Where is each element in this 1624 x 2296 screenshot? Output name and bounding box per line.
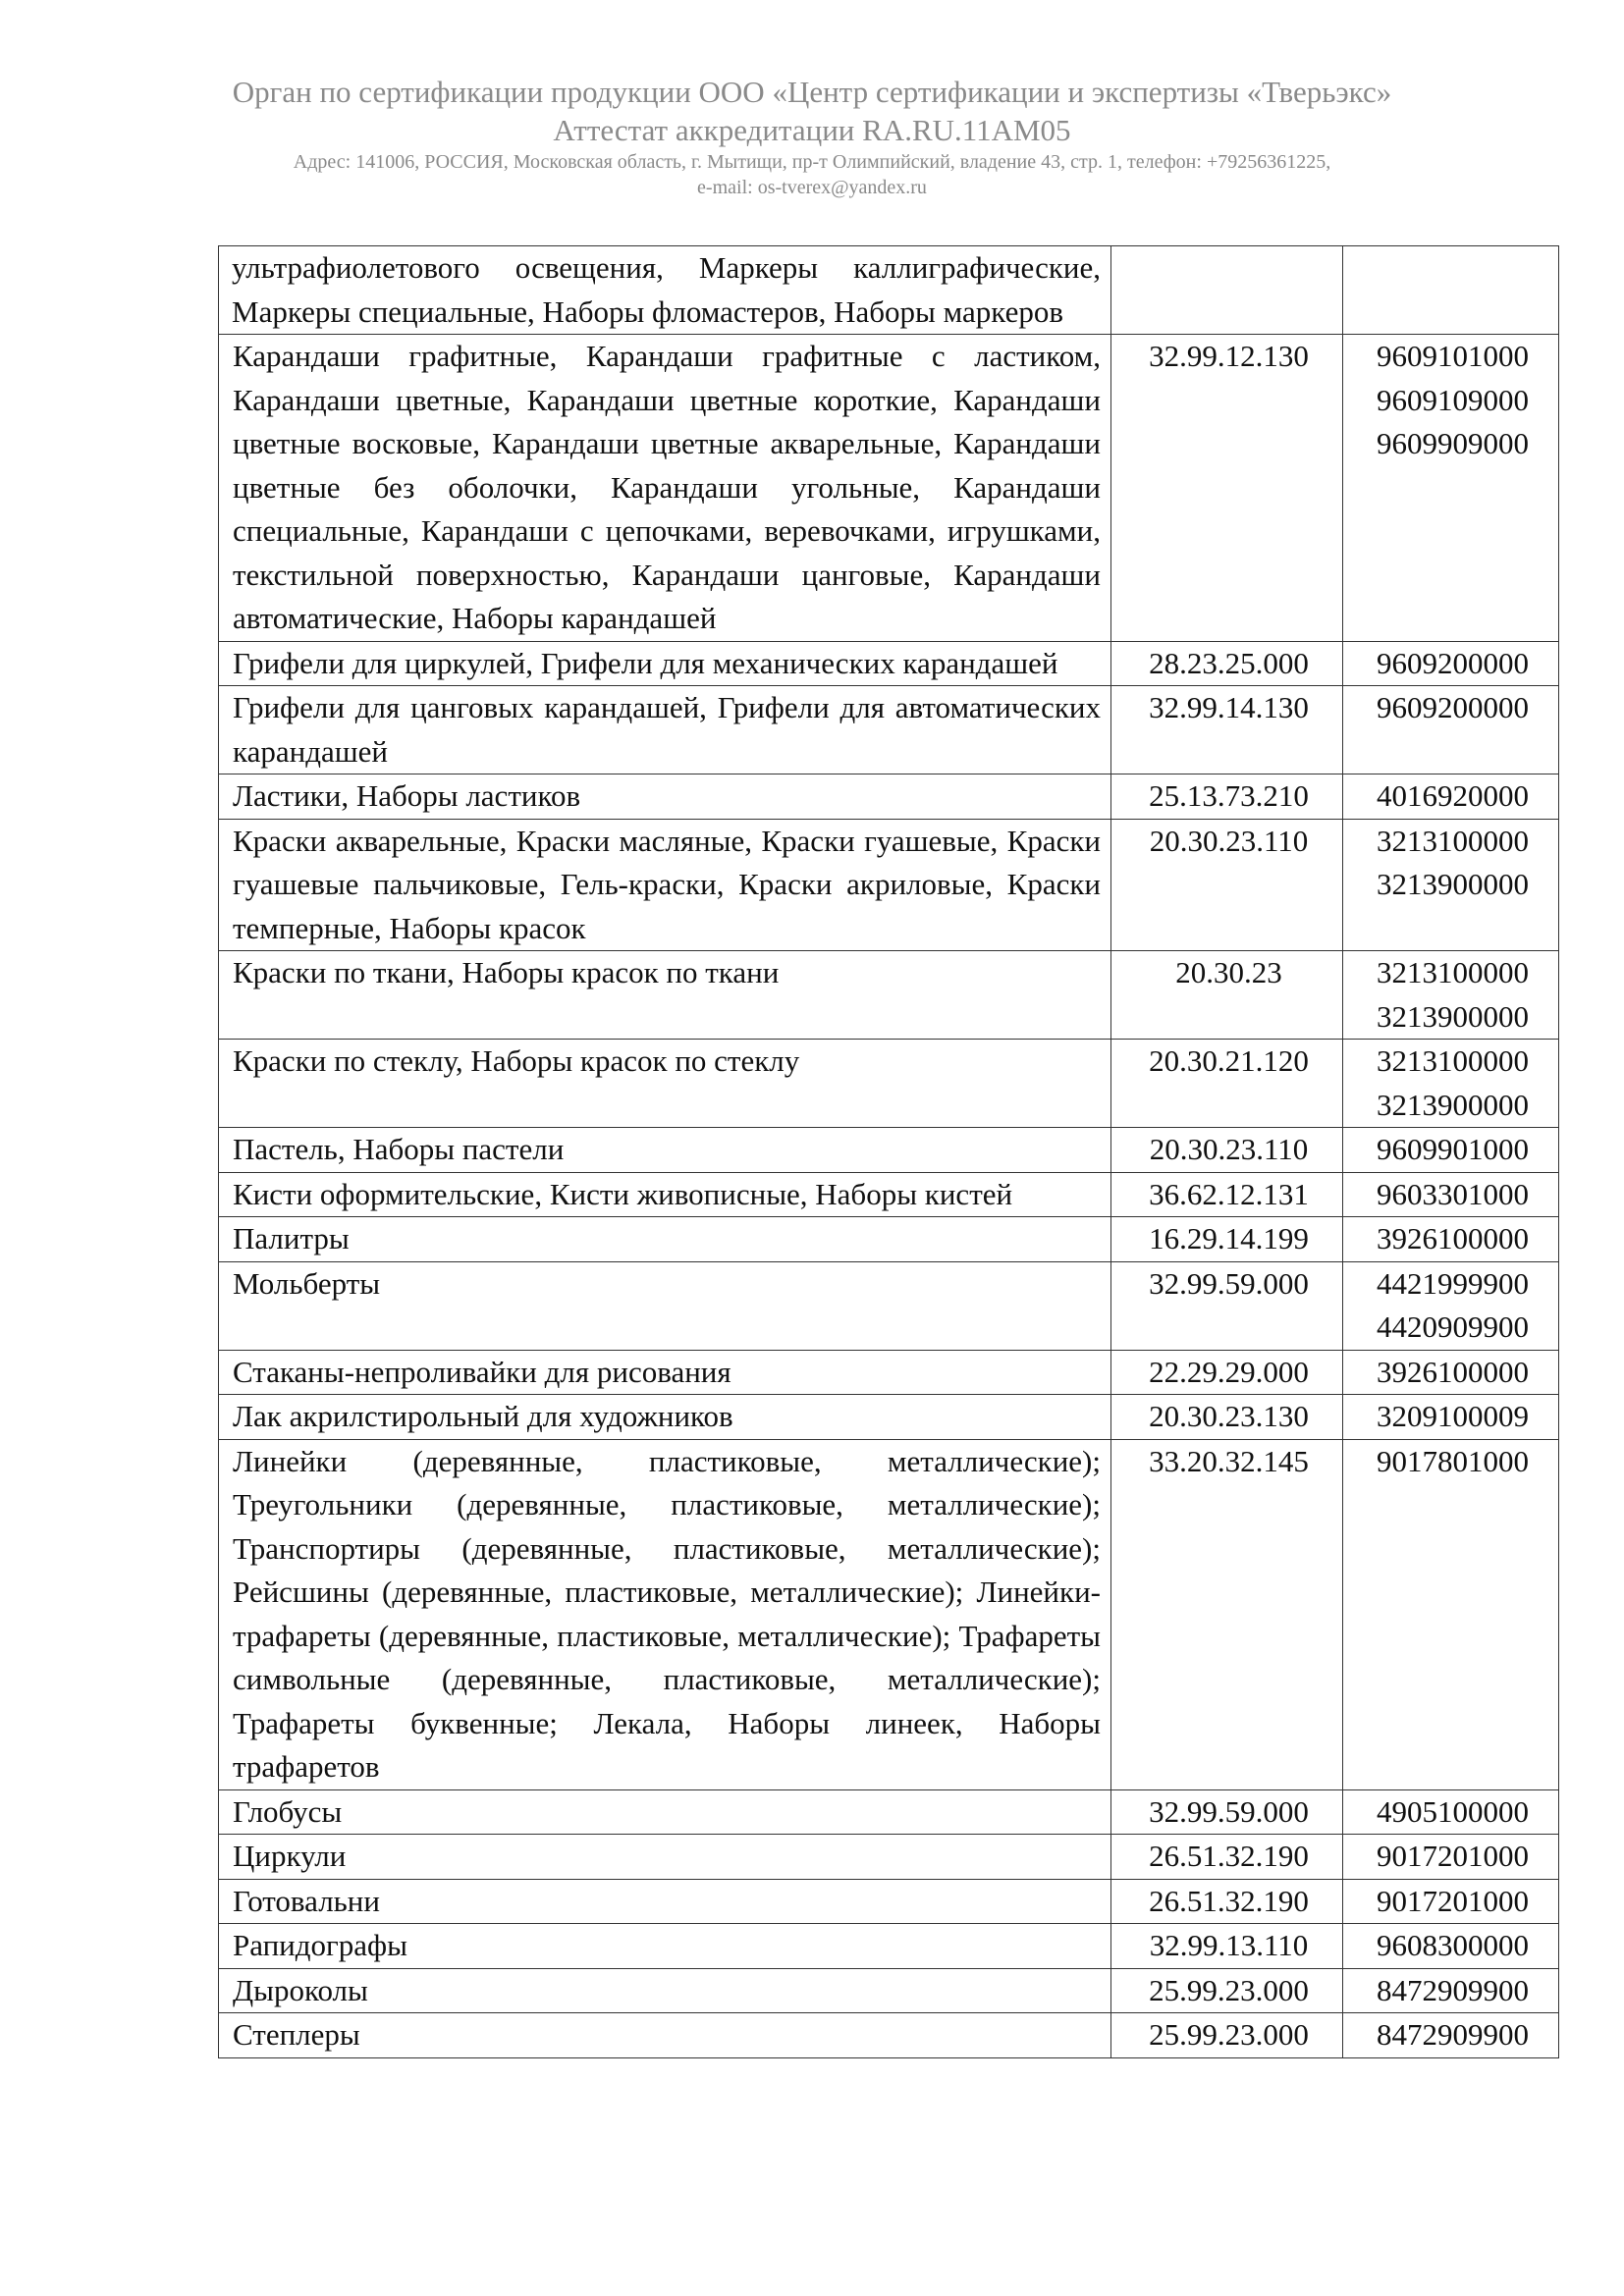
tnved-code-cell <box>1343 1439 1559 1789</box>
tnved-code: 3926100000 <box>1377 1354 1529 1389</box>
tnved-code: 3926100000 <box>1377 1221 1529 1255</box>
tnved-code: 3213100000 <box>1377 1043 1529 1078</box>
table-row <box>219 774 1559 820</box>
tnved-code-cell <box>1343 1172 1559 1217</box>
tnved-code: 9609101000 <box>1377 339 1529 373</box>
product-name-cell: Циркули <box>219 1835 1111 1880</box>
tnved-code: 8472909900 <box>1377 2017 1529 2052</box>
table-row <box>219 1128 1559 1173</box>
table-row <box>219 1789 1559 1835</box>
tnved-code-cell <box>1343 641 1559 686</box>
okpd-code-cell: 26.51.32.190 <box>1111 1879 1343 1924</box>
table-row <box>219 1968 1559 2013</box>
tnved-code-cell <box>1343 1040 1559 1128</box>
tnved-code: 9017201000 <box>1377 1883 1529 1918</box>
okpd-code-cell: 32.99.13.110 <box>1111 1924 1343 1969</box>
tnved-code-cell <box>1343 1261 1559 1350</box>
okpd-code-cell: 32.99.59.000 <box>1111 1261 1343 1350</box>
table-row <box>219 641 1559 686</box>
product-name-cell: Лак акрилстирольный для художников <box>219 1395 1111 1440</box>
tnved-code-cell <box>1343 335 1559 642</box>
table-row <box>219 1879 1559 1924</box>
tnved-code: 9609109000 <box>1377 382 1529 417</box>
okpd-code-cell: 20.30.23.130 <box>1111 1395 1343 1440</box>
accreditation-certificate: Аттестат аккредитации RA.RU.11АМ05 <box>553 113 1071 147</box>
tnved-code: 9017201000 <box>1377 1839 1529 1873</box>
tnved-code: 3213100000 <box>1377 823 1529 858</box>
tnved-code-cell <box>1343 1128 1559 1173</box>
okpd-code-cell <box>1111 246 1343 335</box>
product-name-cell: Грифели для циркулей, Грифели для механических карандашей <box>219 641 1111 686</box>
table-row <box>219 1835 1559 1880</box>
okpd-code-cell: 26.51.32.190 <box>1111 1835 1343 1880</box>
products-table-body <box>219 246 1559 2058</box>
email-line: e-mail: os-tverex@yandex.ru <box>697 177 927 198</box>
okpd-code-cell: 25.99.23.000 <box>1111 1968 1343 2013</box>
table-row <box>219 819 1559 951</box>
table-row <box>219 1350 1559 1395</box>
tnved-code-cell <box>1343 1395 1559 1440</box>
okpd-code-cell: 20.30.23 <box>1111 951 1343 1040</box>
product-name-cell: Мольберты <box>219 1261 1111 1350</box>
tnved-code-cell <box>1343 1924 1559 1969</box>
tnved-code-cell <box>1343 1350 1559 1395</box>
table-row <box>219 246 1559 335</box>
okpd-code-cell: 32.99.12.130 <box>1111 335 1343 642</box>
certification-body-name: Орган по сертификации продукции ООО «Центр сертификации и экспертизы «Тверьэкс» <box>232 75 1392 109</box>
tnved-code: 9609200000 <box>1377 690 1529 724</box>
tnved-code-cell <box>1343 819 1559 951</box>
table-row <box>219 1261 1559 1350</box>
tnved-code: 3213900000 <box>1377 998 1529 1034</box>
okpd-code-cell: 20.30.21.120 <box>1111 1040 1343 1128</box>
tnved-code: 9609200000 <box>1377 645 1529 680</box>
tnved-code: 9603301000 <box>1377 1176 1529 1211</box>
product-name-cell: Карандаши графитные, Карандаши графитные с ластиком, Карандаши цветные, Карандаши цветные короткие, Карандаши цветные восковые, Карандаши цветные акварельные, Карандаши цветные без оболочки, Карандаши угольные, Карандаши специальные, Карандаши с цепочками, веревочками, игрушками, текстильной поверхностью, Карандаши цанговые, Карандаши автоматические, Наборы карандашей <box>219 335 1111 642</box>
table-row <box>219 1040 1559 1128</box>
okpd-code-cell: 25.99.23.000 <box>1111 2013 1343 2058</box>
product-name-cell: Ластики, Наборы ластиков <box>219 774 1111 820</box>
tnved-code-cell <box>1343 774 1559 820</box>
tnved-code: 9017801000 <box>1377 1443 1529 1478</box>
product-name-cell: ультрафиолетового освещения, Маркеры каллиграфические, Маркеры специальные, Наборы фломастеров, Наборы маркеров <box>219 246 1111 335</box>
okpd-code-cell: 20.30.23.110 <box>1111 1128 1343 1173</box>
okpd-code-cell: 28.23.25.000 <box>1111 641 1343 686</box>
product-name-cell: Краски акварельные, Краски масляные, Краски гуашевые, Краски гуашевые пальчиковые, Гель-краски, Краски акриловые, Краски темперные, Наборы красок <box>219 819 1111 951</box>
product-name-cell: Готовальни <box>219 1879 1111 1924</box>
tnved-code: 3213900000 <box>1377 867 1529 901</box>
okpd-code-cell: 32.99.59.000 <box>1111 1789 1343 1835</box>
table-row <box>219 1924 1559 1969</box>
table-row <box>219 335 1559 642</box>
product-name-cell: Рапидографы <box>219 1924 1111 1969</box>
tnved-code: 3209100009 <box>1377 1399 1529 1433</box>
tnved-code: 9609901000 <box>1377 1132 1529 1166</box>
tnved-code: 4420909900 <box>1377 1309 1529 1344</box>
okpd-code-cell: 25.13.73.210 <box>1111 774 1343 820</box>
product-name-cell: Пастель, Наборы пастели <box>219 1128 1111 1173</box>
tnved-code: 4421999900 <box>1377 1265 1529 1301</box>
table-row <box>219 686 1559 774</box>
tnved-code: 4016920000 <box>1377 778 1529 813</box>
table-row <box>219 1172 1559 1217</box>
product-name-cell: Грифели для цанговых карандашей, Грифели для автоматических карандашей <box>219 686 1111 774</box>
address-line: Адрес: 141006, РОССИЯ, Московская область, г. Мытищи, пр-т Олимпийский, владение 43, стр. 1, телефон: +79256361225, <box>293 151 1331 173</box>
tnved-code: 9609909000 <box>1377 426 1529 460</box>
tnved-code: 9608300000 <box>1377 1928 1529 1962</box>
okpd-code-cell: 33.20.32.145 <box>1111 1439 1343 1789</box>
product-name-cell: Линейки (деревянные, пластиковые, металлические); Треугольники (деревянные, пластиковые, металлические); Транспортиры (деревянные, пластиковые, металлические); Рейсшины (деревянные, пластиковые, металлические); Линейки-трафареты (деревянные, пластиковые, металлические); Трафареты символьные (деревянные, пластиковые, металлические); Трафареты буквенные; Лекала, Наборы линеек, Наборы трафаретов <box>219 1439 1111 1789</box>
tnved-code: 8472909900 <box>1377 1972 1529 2007</box>
tnved-code-cell <box>1343 951 1559 1040</box>
product-name-cell: Краски по ткани, Наборы красок по ткани <box>219 951 1111 1040</box>
tnved-code-cell <box>1343 2013 1559 2058</box>
okpd-code-cell: 32.99.14.130 <box>1111 686 1343 774</box>
products-table <box>218 245 1559 2058</box>
product-name-cell: Краски по стеклу, Наборы красок по стеклу <box>219 1040 1111 1128</box>
tnved-code-cell <box>1343 246 1559 335</box>
product-name-cell: Степлеры <box>219 2013 1111 2058</box>
product-name-cell: Глобусы <box>219 1789 1111 1835</box>
table-row <box>219 1217 1559 1262</box>
table-row <box>219 2013 1559 2058</box>
tnved-code-cell <box>1343 1879 1559 1924</box>
okpd-code-cell: 22.29.29.000 <box>1111 1350 1343 1395</box>
okpd-code-cell: 20.30.23.110 <box>1111 819 1343 951</box>
document-header <box>0 73 1624 200</box>
tnved-code: 4905100000 <box>1377 1793 1529 1829</box>
product-name-cell: Дыроколы <box>219 1968 1111 2013</box>
okpd-code-cell: 36.62.12.131 <box>1111 1172 1343 1217</box>
tnved-code-cell <box>1343 1789 1559 1835</box>
tnved-code-cell <box>1343 1217 1559 1262</box>
tnved-code-cell <box>1343 1968 1559 2013</box>
product-name-cell: Палитры <box>219 1217 1111 1262</box>
table-row <box>219 1395 1559 1440</box>
tnved-code: 3213900000 <box>1377 1087 1529 1122</box>
okpd-code-cell: 16.29.14.199 <box>1111 1217 1343 1262</box>
product-name-cell: Кисти оформительские, Кисти живописные, Наборы кистей <box>219 1172 1111 1217</box>
tnved-code-cell <box>1343 686 1559 774</box>
tnved-code: 3213100000 <box>1377 955 1529 989</box>
product-name-cell: Стаканы-непроливайки для рисования <box>219 1350 1111 1395</box>
tnved-code-cell <box>1343 1835 1559 1880</box>
table-row <box>219 951 1559 1040</box>
table-row <box>219 1439 1559 1789</box>
